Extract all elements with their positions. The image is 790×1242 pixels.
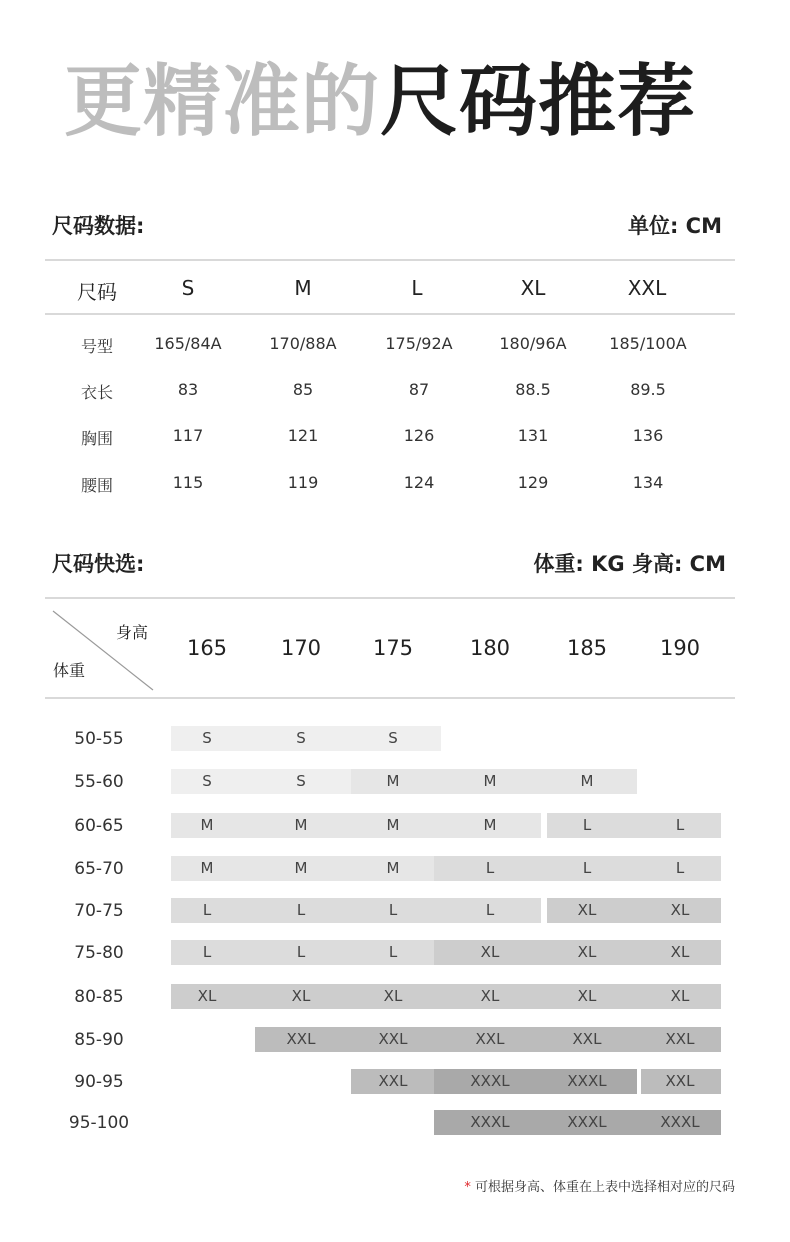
size-cell: 121 (287, 426, 319, 445)
size-cell: 89.5 (630, 380, 666, 399)
corner-height-label: 身高 (116, 623, 149, 642)
footnote-star: * (464, 1180, 471, 1195)
size-cell-label: M (294, 816, 308, 834)
footnote (464, 1176, 735, 1195)
size-cell-label: S (296, 772, 306, 790)
size-data-unit: 单位: CM (627, 214, 722, 238)
size-cell-label: L (582, 859, 592, 877)
size-cell: 88.5 (515, 380, 551, 399)
size-cell-label: M (294, 859, 308, 877)
size-cell-label: XXL (286, 1030, 316, 1048)
size-cell-label: XXXL (567, 1113, 607, 1131)
size-cell: 134 (632, 473, 664, 492)
size-row-label: 号型 (80, 337, 113, 356)
corner-diagonal (45, 599, 160, 696)
size-cell-label: S (388, 729, 398, 747)
weight-label: 75-80 (74, 943, 124, 963)
size-cell-label: XXL (378, 1030, 408, 1048)
size-cell-label: M (200, 859, 214, 877)
size-cell-label: L (202, 901, 212, 919)
size-cell-label: XXXL (470, 1113, 510, 1131)
size-row-label: 腰围 (80, 476, 113, 495)
size-cell: 136 (632, 426, 664, 445)
size-cell-label: XL (480, 943, 500, 961)
size-cell-label: XL (670, 987, 690, 1005)
size-cell-label: XL (577, 901, 597, 919)
weight-label: 90-95 (74, 1072, 124, 1092)
size-cell-label: M (580, 772, 594, 790)
size-cell-label: XXXL (470, 1072, 510, 1090)
title-dark: 尺码推荐 (380, 57, 697, 147)
size-cell-label: L (485, 901, 495, 919)
size-cell-label: XL (291, 987, 311, 1005)
size-cell-label: M (483, 816, 497, 834)
size-header-s: S (181, 276, 195, 300)
size-cell-label: XL (670, 943, 690, 961)
size-cell: 124 (403, 473, 435, 492)
size-cell-label: L (296, 901, 306, 919)
size-cell-label: L (388, 901, 398, 919)
size-cell-label: M (386, 772, 400, 790)
footnote-text: 可根据身高、体重在上表中选择相对应的尺码 (474, 1180, 735, 1195)
divider (45, 313, 735, 315)
height-header: 180 (469, 636, 511, 660)
divider (45, 259, 735, 261)
size-cell-label: S (202, 729, 212, 747)
weight-label: 60-65 (74, 816, 124, 836)
size-cell-label: XL (670, 901, 690, 919)
height-header: 175 (372, 636, 414, 660)
size-cell-label: XL (480, 987, 500, 1005)
size-data-heading: 尺码数据: (52, 214, 145, 238)
size-cell: 117 (172, 426, 204, 445)
size-cell-label: XL (577, 943, 597, 961)
size-cell: 175/92A (385, 334, 453, 353)
title-light: 更精准的 (64, 57, 381, 147)
size-header-xxl: XXL (627, 276, 667, 300)
size-cell-label: XXL (475, 1030, 505, 1048)
size-cell-label: M (386, 816, 400, 834)
size-cell: 180/96A (499, 334, 567, 353)
size-cell-label: L (582, 816, 592, 834)
size-cell: 119 (287, 473, 319, 492)
corner-weight-label: 体重 (53, 661, 86, 680)
weight-label: 50-55 (74, 729, 124, 749)
size-header-xl: XL (520, 276, 546, 300)
size-cell: 115 (172, 473, 204, 492)
size-header-label: 尺码 (77, 280, 117, 304)
size-row-label: 胸围 (80, 429, 113, 448)
size-cell: 83 (177, 380, 199, 399)
size-cell-label: L (675, 816, 685, 834)
size-cell-label: XXL (378, 1072, 408, 1090)
size-cell: 131 (517, 426, 549, 445)
size-cell-label: XXL (665, 1072, 695, 1090)
size-row-label: 衣长 (80, 383, 113, 402)
size-cell-label: XL (577, 987, 597, 1005)
size-cell-label: S (296, 729, 306, 747)
size-cell: 165/84A (154, 334, 222, 353)
height-header: 170 (280, 636, 322, 660)
divider (45, 697, 735, 699)
size-cell: 87 (408, 380, 430, 399)
height-header: 165 (186, 636, 228, 660)
size-header-m: M (294, 276, 312, 300)
size-cell: 126 (403, 426, 435, 445)
weight-label: 80-85 (74, 987, 124, 1007)
weight-label: 95-100 (68, 1113, 130, 1133)
size-bar (171, 984, 721, 1009)
size-header-l: L (411, 276, 423, 300)
weight-label: 65-70 (74, 859, 124, 879)
weight-label: 55-60 (74, 772, 124, 792)
size-cell-label: L (296, 943, 306, 961)
size-cell-label: XXXL (567, 1072, 607, 1090)
size-cell-label: L (388, 943, 398, 961)
size-cell-label: XXL (572, 1030, 602, 1048)
size-cell-label: L (202, 943, 212, 961)
quick-select-heading: 尺码快选: (52, 552, 145, 576)
size-cell: 185/100A (609, 334, 687, 353)
weight-label: 70-75 (74, 901, 124, 921)
size-cell-label: XXXL (660, 1113, 700, 1131)
size-cell-label: M (386, 859, 400, 877)
size-cell-label: L (675, 859, 685, 877)
size-cell-label: XXL (665, 1030, 695, 1048)
size-cell: 129 (517, 473, 549, 492)
size-cell-label: L (485, 859, 495, 877)
height-header: 185 (566, 636, 608, 660)
weight-label: 85-90 (74, 1030, 124, 1050)
size-cell: 85 (292, 380, 314, 399)
size-cell-label: M (483, 772, 497, 790)
quick-select-unit: 体重: KG 身高: CM (533, 552, 726, 576)
size-cell-label: M (200, 816, 214, 834)
height-header: 190 (659, 636, 701, 660)
size-cell-label: S (202, 772, 212, 790)
size-cell: 170/88A (269, 334, 337, 353)
page-title (64, 52, 696, 152)
size-cell-label: XL (383, 987, 403, 1005)
size-cell-label: XL (197, 987, 217, 1005)
